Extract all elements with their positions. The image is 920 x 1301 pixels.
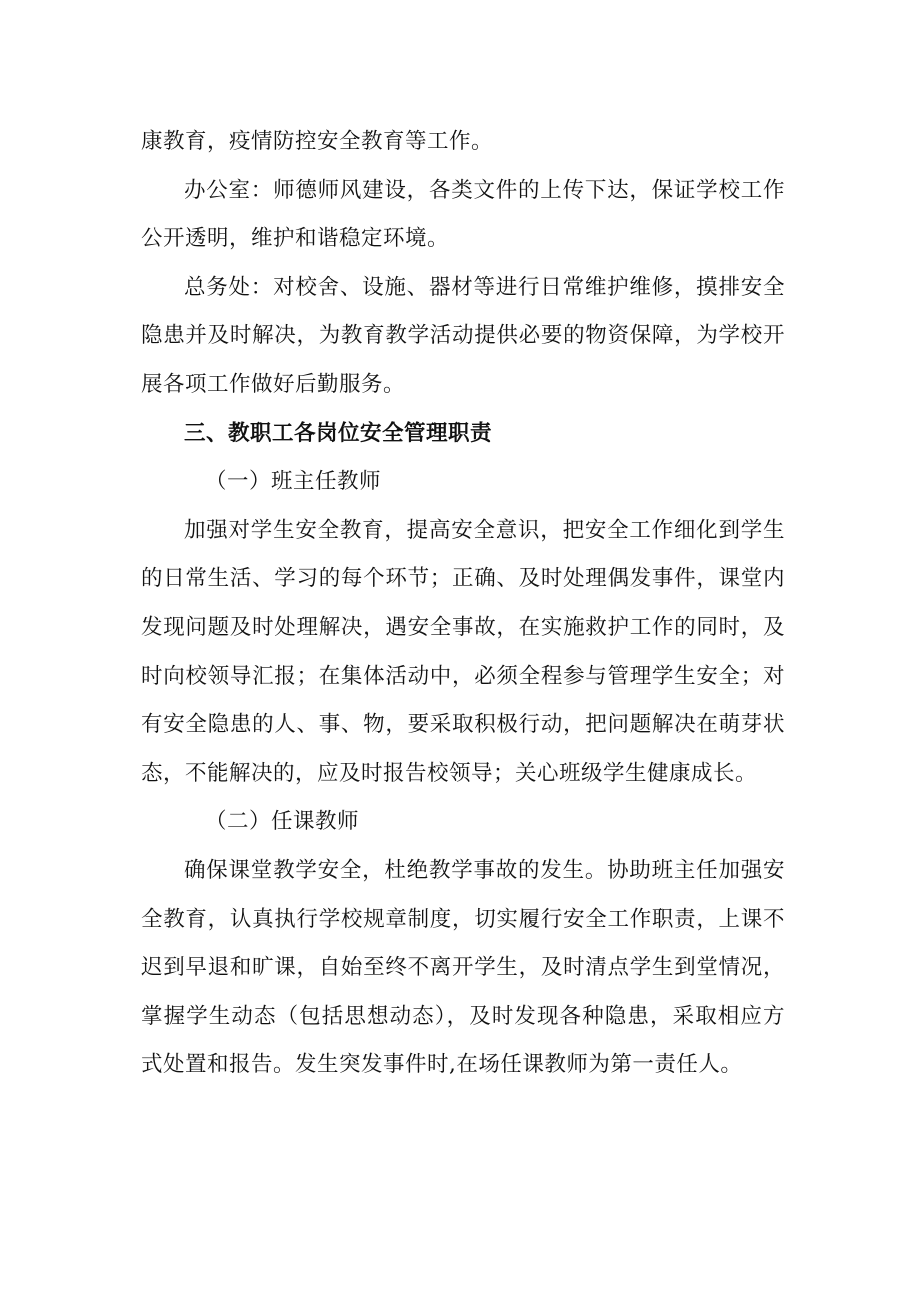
paragraph-continued: 康教育，疫情防控安全教育等工作。 xyxy=(141,129,494,154)
paragraph-subject-teacher: 确保课堂教学安全，杜绝教学事故的发生。协助班主任加强安全教育，认真执行学校规章制度，切实履行安全工作职责，上课不迟到早退和旷课，自始至终不离开学生，及时清点学生到堂情况，掌握学生动态（包括思想动态），及时发现各种隐患，采取相应方式处置和报告。发生突发事件时,在场任课教师为第一责任人。 xyxy=(141,857,785,1078)
document-page xyxy=(141,118,785,1090)
subsection-heading-head-teacher: （一）班主任教师 xyxy=(205,469,382,495)
paragraph-office: 办公室：师德师风建设，各类文件的上传下达，保证学校工作公开透明，维护和谐稳定环境。 xyxy=(141,177,785,252)
section-heading: 三、教职工各岗位安全管理职责 xyxy=(184,420,493,446)
paragraph-head-teacher: 加强对学生安全教育，提高安全意识，把安全工作细化到学生的日常生活、学习的每个环节；正确、及时处理偶发事件，课堂内发现问题及时处理解决，遇安全事故，在实施救护工作的同时，及时向校领导汇报；在集体活动中，必须全程参与管理学生安全；对有安全隐患的人、事、物，要采取积极行动，把问题解决在萌芽状态，不能解决的，应及时报告校领导；关心班级学生健康成长。 xyxy=(141,517,785,786)
paragraph-general-affairs: 总务处：对校舍、设施、器材等进行日常维护维修，摸排安全隐患并及时解决，为教育教学活动提供必要的物资保障，为学校开展各项工作做好后勤服务。 xyxy=(141,274,785,397)
subsection-heading-subject-teacher: （二）任课教师 xyxy=(205,809,360,835)
